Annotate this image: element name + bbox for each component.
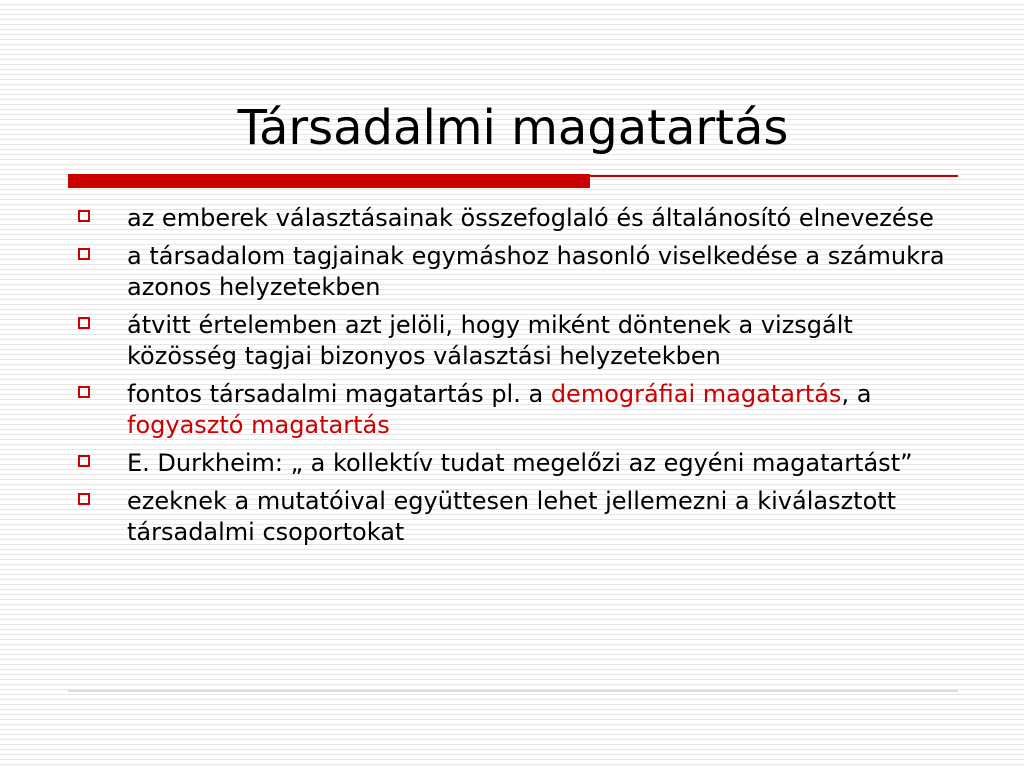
bullet-text: átvitt értelemben azt jelöli, hogy miként döntenek a vizsgált közösség tagjai bizonyos választási helyzetekben <box>127 311 853 370</box>
title-divider-accent-bar <box>68 174 590 188</box>
title-divider <box>68 174 958 188</box>
bullet-item <box>76 241 946 303</box>
hollow-square-bullet-icon <box>78 210 90 222</box>
bullet-text: az emberek választásainak összefoglaló és általánosító elnevezése <box>127 204 934 232</box>
bullet-text: E. Durkheim: „ a kollektív tudat megelőzi az egyéni magatartást” <box>127 449 913 477</box>
hollow-square-bullet-icon <box>78 317 90 329</box>
title-divider-thin-line <box>590 175 958 177</box>
bullet-item <box>76 379 946 441</box>
bullet-text: a társadalom tagjainak egymáshoz hasonló viselkedése a számukra azonos helyzetekben <box>127 242 945 301</box>
bullet-list <box>76 203 946 555</box>
bullet-text-middle: , a <box>841 380 872 408</box>
bullet-text-prefix: fontos társadalmi magatartás pl. a <box>127 380 551 408</box>
highlighted-term-consumer: fogyasztó magatartás <box>127 411 390 439</box>
bullet-item <box>76 203 946 234</box>
hollow-square-bullet-icon <box>78 455 90 467</box>
hollow-square-bullet-icon <box>78 386 90 398</box>
hollow-square-bullet-icon <box>78 248 90 260</box>
hollow-square-bullet-icon <box>78 493 90 505</box>
footer-divider <box>68 690 958 692</box>
bullet-text: ezeknek a mutatóival együttesen lehet jellemezni a kiválasztott társadalmi csoportokat <box>127 487 897 546</box>
highlighted-term-demographic: demográfiai magatartás <box>550 380 842 408</box>
bullet-item <box>76 310 946 372</box>
bullet-item <box>76 448 946 479</box>
slide-title: Társadalmi magatartás <box>237 100 789 156</box>
bullet-item <box>76 486 946 548</box>
